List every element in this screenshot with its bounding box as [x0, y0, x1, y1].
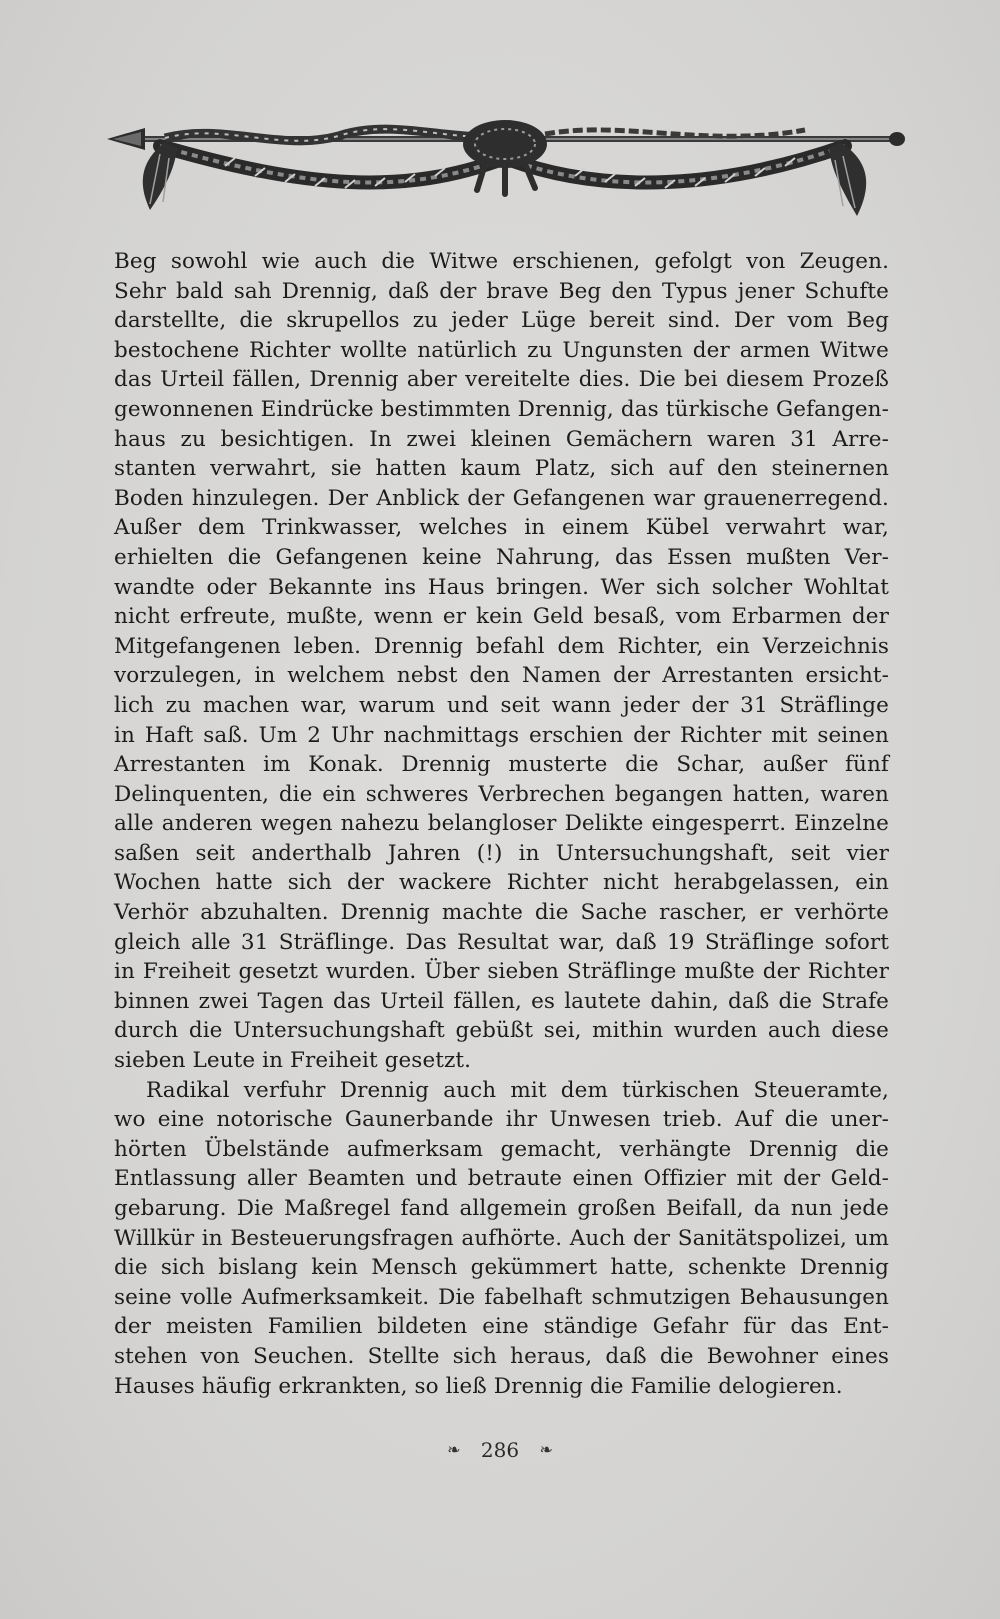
fleuron-icon: ❧ [539, 1440, 553, 1459]
paragraph [114, 1076, 889, 1402]
text-line: Außer dem Trinkwasser, welches in einem Kübel verwahrt war, [114, 515, 889, 541]
text-line: Verhör abzuhalten. Drennig machte die Sache rascher, er verhörte [114, 900, 889, 926]
text-line: gleich alle 31 Sträflinge. Das Resultat war, daß 19 Sträflinge sofort [114, 929, 889, 955]
text-line: Wochen hatte sich der wackere Richter nicht herabgelassen, ein [114, 870, 889, 896]
page-footer [0, 1436, 1000, 1462]
text-line: darstellte, die skrupellos zu jeder Lüge bereit sind. Der vom Beg [114, 308, 889, 334]
text-line: binnen zwei Tagen das Urteil fällen, es lautete dahin, daß die Strafe [114, 988, 889, 1014]
text-line: das Urteil fällen, Drennig aber vereitelte dies. Die bei diesem Prozeß [114, 367, 889, 393]
text-line: sieben Leute in Freiheit gesetzt. [114, 1048, 472, 1074]
text-line: Willkür in Besteuerungsfragen aufhörte. Auch der Sanitätspolizei, um [114, 1225, 889, 1251]
text-line: die sich bislang kein Mensch gekümmert hatte, schenkte Drennig [114, 1255, 889, 1281]
text-line: Radikal verfuhr Drennig auch mit dem türkischen Steueramte, [146, 1077, 889, 1103]
text-line: Beg sowohl wie auch die Witwe erschienen, gefolgt von Zeugen. [114, 249, 889, 274]
text-line: wandte oder Bekannte ins Haus bringen. Wer sich solcher Wohltat [114, 574, 889, 600]
text-line: vorzulegen, in welchem nebst den Namen der Arrestanten ersicht- [114, 663, 889, 689]
text-line: Mitgefangenen leben. Drennig befahl dem Richter, ein Verzeichnis [114, 633, 889, 659]
text-line: stehen von Seuchen. Stellte sich heraus, daß die Bewohner eines [114, 1343, 889, 1369]
text-line: Boden hinzulegen. Der Anblick der Gefangenen war grauenerregend. [114, 485, 889, 511]
text-line: durch die Untersuchungshaft gebüßt sei, mithin wurden auch diese [114, 1018, 889, 1044]
text-line: in Haft saß. Um 2 Uhr nachmittags erschien der Richter mit seinen [114, 722, 889, 748]
text-line: gebarung. Die Maßregel fand allgemein großen Beifall, da nun jede [114, 1196, 889, 1221]
page-number: 286 [480, 1437, 520, 1462]
text-line: Arrestanten im Konak. Drennig musterte die Schar, außer fünf [114, 752, 889, 778]
text-line: gewonnenen Eindrücke bestimmten Drennig, das türkische Gefangen- [114, 396, 889, 422]
text-line: erhielten die Gefangenen keine Nahrung, das Essen mußten Ver- [114, 544, 889, 570]
text-line: haus zu besichtigen. In zwei kleinen Gemächern waren 31 Arre- [114, 426, 889, 452]
text-line: lich zu machen war, warum und seit wann jeder der 31 Sträflinge [114, 692, 889, 718]
text-line: Hauses häufig erkrankten, so ließ Drennig die Familie delogieren. [114, 1373, 843, 1399]
text-line: wo eine notorische Gaunerbande ihr Unwesen trieb. Auf die uner- [114, 1107, 889, 1133]
body-text [114, 247, 889, 1401]
text-line: nicht erfreute, mußte, wenn er kein Geld besaß, vom Erbarmen der [114, 604, 889, 630]
text-line: der meisten Familien bildeten eine ständige Gefahr für das Ent- [114, 1314, 889, 1340]
text-line: in Freiheit gesetzt wurden. Über sieben Sträflinge mußte der Richter [114, 959, 889, 985]
text-line: saßen seit anderthalb Jahren (!) in Untersuchungshaft, seit vier [114, 840, 889, 866]
text-line: alle anderen wegen nahezu belangloser Delikte eingesperrt. Einzelne [114, 811, 889, 837]
text-line: hörten Übelstände aufmerksam gemacht, verhängte Drennig die [114, 1136, 889, 1162]
text-line: seine volle Aufmerksamkeit. Die fabelhaft schmutzigen Behausungen [114, 1284, 889, 1310]
text-line: Sehr bald sah Drennig, daß der brave Beg den Typus jener Schufte [114, 278, 889, 304]
garland-spear-icon [105, 118, 905, 228]
text-line: stanten verwahrt, sie hatten kaum Platz, sich auf den steinernen [114, 456, 889, 482]
paragraph [114, 247, 889, 1076]
text-line: Delinquenten, die ein schweres Verbrechen begangen hatten, waren [114, 781, 889, 807]
fleuron-icon: ❧ [447, 1440, 461, 1459]
text-line: Entlassung aller Beamten und betraute einen Offizier mit der Geld- [114, 1166, 889, 1192]
text-line: bestochene Richter wollte natürlich zu Ungunsten der armen Witwe [114, 337, 889, 363]
